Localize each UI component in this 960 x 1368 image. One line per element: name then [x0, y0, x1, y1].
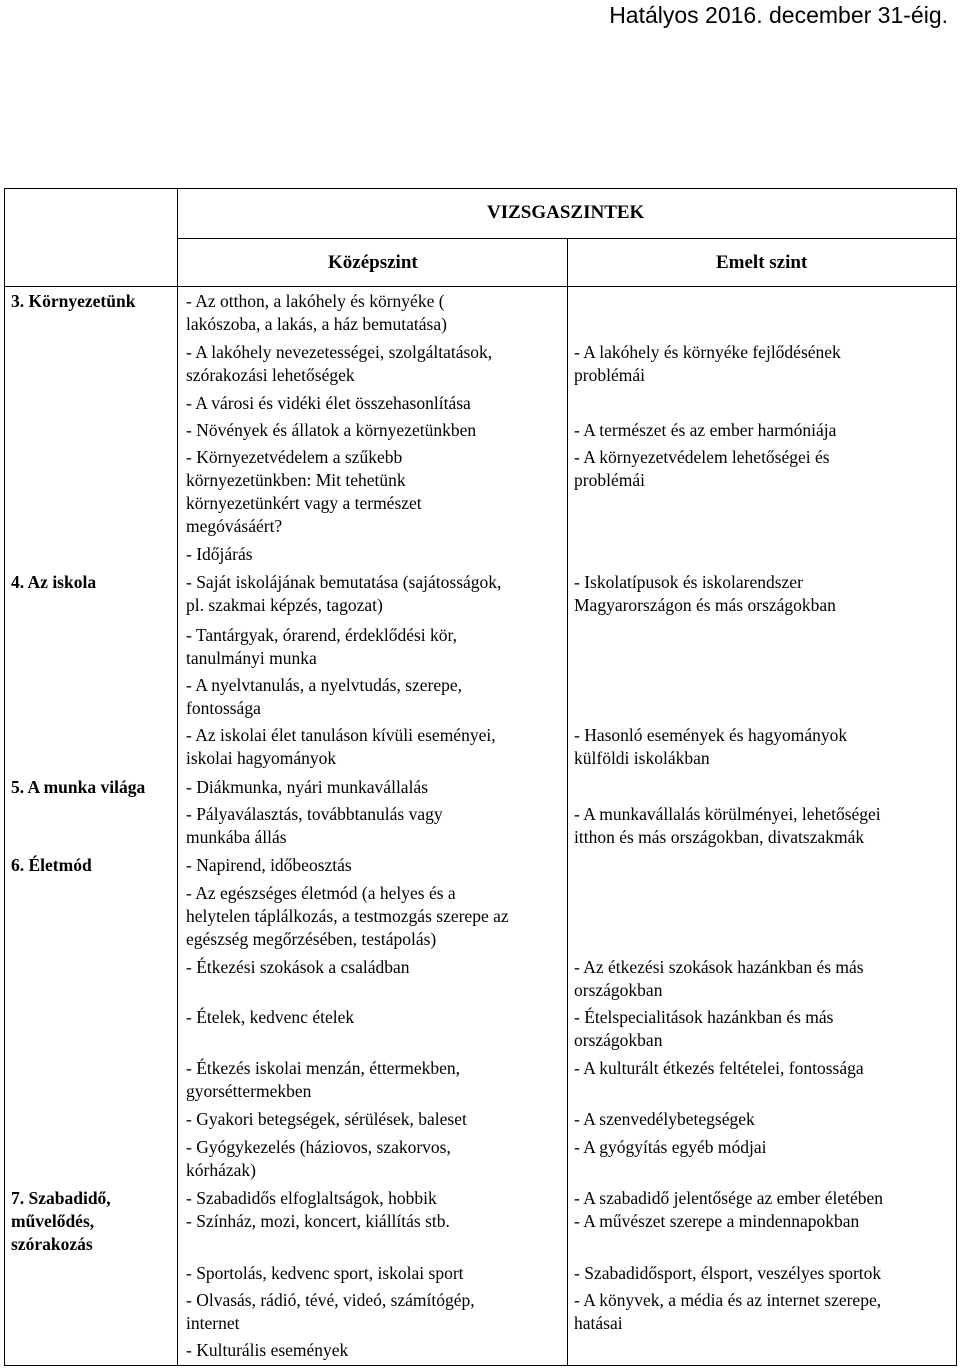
- mid-item-line: - Az otthon, a lakóhely és környéke (: [186, 291, 445, 311]
- mid-item-line: - Növények és állatok a környezetünkben: [186, 420, 477, 440]
- high-item-line: - Ételspecialitások hazánkban és más: [574, 1007, 834, 1027]
- high-item-line: - A gyógyítás egyéb módjai: [574, 1137, 767, 1157]
- mid-item-line: - Saját iskolájának bemutatása (sajátosságok,: [186, 572, 502, 592]
- mid-item-line: helytelen táplálkozás, a testmozgás szerepe az: [186, 906, 509, 926]
- mid-item-line: környezetünkért vagy a természet: [186, 493, 422, 513]
- high-item-line: külföldi iskolákban: [574, 748, 710, 768]
- column-divider-topic: [177, 188, 178, 1366]
- mid-item-line: - Tantárgyak, órarend, érdeklődési kör,: [186, 625, 458, 645]
- mid-item-line: - Napirend, időbeosztás: [186, 855, 352, 875]
- validity-note: Hatályos 2016. december 31-éig.: [609, 2, 948, 28]
- mid-item-line: - Időjárás: [186, 544, 253, 564]
- mid-item-line: - Ételek, kedvenc ételek: [186, 1007, 355, 1027]
- mid-item-line: - Étkezés iskolai menzán, éttermekben,: [186, 1058, 461, 1078]
- mid-item-line: - Szabadidős elfoglaltságok, hobbik: [186, 1188, 437, 1208]
- high-item: [574, 446, 830, 492]
- mid-item-line: - Diákmunka, nyári munkavállalás: [186, 777, 429, 797]
- mid-item-line: - Az iskolai élet tanuláson kívüli eseményei,: [186, 725, 496, 745]
- mid-item-line: pl. szakmai képzés, tagozat): [186, 595, 383, 615]
- high-item: [574, 1136, 766, 1159]
- high-item-line: - A szenvedélybetegségek: [574, 1109, 755, 1129]
- mid-item: [186, 724, 496, 770]
- mid-item-line: környezetünkben: Mit tehetünk: [186, 470, 406, 490]
- topic-leisure-line-3: szórakozás: [11, 1234, 93, 1254]
- mid-item-line: iskolai hagyományok: [186, 748, 337, 768]
- column-divider-levels: [567, 238, 568, 1366]
- mid-item-line: - Gyakori betegségek, sérülések, baleset: [186, 1109, 467, 1129]
- mid-item: [186, 1262, 464, 1285]
- mid-item-line: - Sportolás, kedvenc sport, iskolai sport: [186, 1263, 464, 1283]
- high-item-line: - Az étkezési szokások hazánkban és más: [574, 957, 864, 977]
- high-item: [574, 1262, 881, 1285]
- topic-environment: 3. Környezetünk: [11, 291, 136, 311]
- mid-item-line: gyorséttermekben: [186, 1081, 312, 1101]
- high-item: [574, 1057, 864, 1080]
- high-item: [574, 1006, 833, 1052]
- mid-item-line: lakószoba, a lakás, a ház bemutatása): [186, 314, 447, 334]
- high-item-line: - A lakóhely és környéke fejlődésének: [574, 342, 841, 362]
- high-item-line: - A könyvek, a média és az internet szerepe,: [574, 1290, 882, 1310]
- mid-item: [186, 543, 253, 566]
- mid-item-line: - Pályaválasztás, továbbtanulás vagy: [186, 804, 443, 824]
- topic-leisure: [11, 1187, 111, 1256]
- high-item-line: - A munkavállalás körülményei, lehetőségei: [574, 804, 881, 824]
- header-divider-1: [177, 238, 957, 239]
- high-item-line: - Hasonló események és hagyományok: [574, 725, 848, 745]
- high-item: [574, 803, 881, 849]
- mid-item: [186, 290, 447, 336]
- high-item-line: - A környezetvédelem lehetőségei és: [574, 447, 830, 467]
- mid-item-line: - Gyógykezelés (háziovos, szakorvos,: [186, 1137, 451, 1157]
- mid-item-line: egészség megőrzésében, testápolás): [186, 929, 437, 949]
- mid-item: [186, 624, 457, 670]
- high-item: [574, 724, 847, 770]
- high-item: [574, 341, 841, 387]
- high-item: [574, 1187, 883, 1233]
- high-item-line: - A szabadidő jelentősége az ember életében: [574, 1188, 884, 1208]
- mid-item: [186, 1136, 451, 1182]
- mid-item-line: - A nyelvtanulás, a nyelvtudás, szerepe,: [186, 675, 463, 695]
- high-item: [574, 571, 836, 617]
- mid-item: [186, 956, 410, 979]
- topic-school: 4. Az iskola: [11, 572, 97, 592]
- high-item-line: - Szabadidősport, élsport, veszélyes sportok: [574, 1263, 882, 1283]
- mid-item-line: - Színház, mozi, koncert, kiállítás stb.: [186, 1211, 450, 1231]
- mid-item-line: fontossága: [186, 698, 261, 718]
- mid-item: [186, 392, 471, 415]
- table-title: VIZSGASZINTEK: [487, 202, 645, 223]
- header-divider-2: [4, 286, 957, 287]
- mid-item-line: - A lakóhely nevezetességei, szolgáltatások,: [186, 342, 493, 362]
- high-item-line: problémái: [574, 365, 645, 385]
- high-item-line: hatásai: [574, 1313, 623, 1333]
- mid-item: [186, 776, 428, 799]
- mid-item-line: - A városi és vidéki élet összehasonlítása: [186, 393, 471, 413]
- mid-item: [186, 1057, 460, 1103]
- mid-item-line: megóvásáért?: [186, 516, 283, 536]
- mid-item: [186, 571, 501, 617]
- column-header-mid-level: Középszint: [328, 252, 418, 273]
- high-item-line: - A kulturált étkezés feltételei, fontossága: [574, 1058, 864, 1078]
- mid-item-line: internet: [186, 1313, 240, 1333]
- mid-item: [186, 882, 509, 951]
- high-item-line: országokban: [574, 1030, 663, 1050]
- mid-item: [186, 1108, 467, 1131]
- high-item-line: itthon és más országokban, divatszakmák: [574, 827, 865, 847]
- mid-item: [186, 1006, 354, 1029]
- mid-item: [186, 1289, 475, 1335]
- mid-item: [186, 1187, 450, 1233]
- topic-world-of-work: 5. A munka világa: [11, 777, 146, 797]
- topic-lifestyle: 6. Életmód: [11, 855, 92, 875]
- high-item: [574, 1289, 881, 1335]
- high-item-line: problémái: [574, 470, 645, 490]
- mid-item: [186, 854, 352, 877]
- high-item: [574, 1108, 755, 1131]
- mid-item-line: tanulmányi munka: [186, 648, 317, 668]
- mid-item: [186, 803, 443, 849]
- column-header-high-level: Emelt szint: [716, 252, 808, 273]
- mid-item-line: - Az egészséges életmód (a helyes és a: [186, 883, 456, 903]
- topic-leisure-line-2: művelődés,: [11, 1211, 95, 1231]
- mid-item: [186, 1339, 348, 1362]
- mid-item-line: munkába állás: [186, 827, 287, 847]
- high-item: [574, 419, 836, 442]
- mid-item-line: kórházak): [186, 1160, 256, 1180]
- high-item-line: - Iskolatípusok és iskolarendszer: [574, 572, 803, 592]
- mid-item-line: - Kulturális események: [186, 1340, 349, 1360]
- mid-item: [186, 674, 462, 720]
- topic-leisure-line-1: 7. Szabadidő,: [11, 1188, 111, 1208]
- mid-item-line: - Olvasás, rádió, tévé, videó, számítógép,: [186, 1290, 475, 1310]
- mid-item: [186, 419, 476, 442]
- high-item-line: Magyarországon és más országokban: [574, 595, 836, 615]
- mid-item-line: - Étkezési szokások a családban: [186, 957, 410, 977]
- high-item: [574, 956, 864, 1002]
- high-item-line: - A művészet szerepe a mindennapokban: [574, 1211, 860, 1231]
- high-item-line: - A természet és az ember harmóniája: [574, 420, 837, 440]
- mid-item: [186, 446, 422, 538]
- high-item-line: országokban: [574, 980, 663, 1000]
- mid-item-line: - Környezetvédelem a szűkebb: [186, 447, 403, 467]
- mid-item-line: szórakozási lehetőségek: [186, 365, 355, 385]
- mid-item: [186, 341, 492, 387]
